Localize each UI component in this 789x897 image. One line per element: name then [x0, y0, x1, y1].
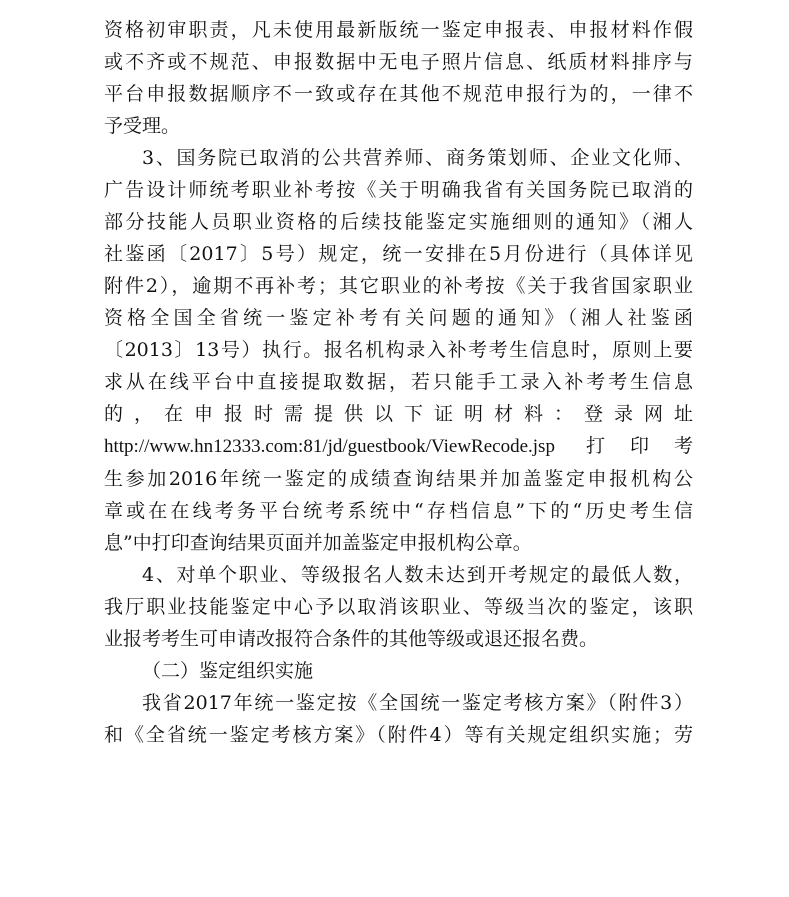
- text-line: 〔2013〕13号）执行。报名机构录入补考考生信息时，原则上要: [104, 339, 693, 361]
- text-line: 资格初审职责，凡未使用最新版统一鉴定申报表、申报材料作假: [104, 19, 693, 41]
- login-url-link[interactable]: http://www.hn12333.com:81/jd/guestbook/ViewRecode.jsp: [104, 436, 555, 457]
- text-line: 予受理。: [104, 115, 181, 137]
- text-line: 平台申报数据顺序不一致或存在其他不规范申报行为的，一律不: [104, 83, 693, 105]
- text-line: 章或在在线考务平台统考系统中“存档信息”下的“历史考生信: [104, 500, 693, 522]
- paragraph-organization: [104, 687, 693, 751]
- document-page: [104, 14, 693, 751]
- text-line: 业报考考生可申请改报符合条件的其他等级或退还报名费。: [104, 628, 599, 650]
- text-line: 求从在线平台中直接提取数据，若只能手工录入补考考生信息: [104, 371, 693, 393]
- text-line-with-url: [104, 430, 693, 463]
- text-line: 或不齐或不规范、申报数据中无电子照片信息、纸质材料排序与: [104, 51, 693, 73]
- text-line: 广告设计师统考职业补考按《关于明确我省有关国务院已取消的: [104, 179, 693, 201]
- paragraph-minimum-enrollment: [104, 559, 693, 655]
- paragraph-makeup-exam: [104, 142, 693, 559]
- text-line: 4、对单个职业、等级报名人数未达到开考规定的最低人数，: [142, 564, 693, 586]
- text-line: 部分技能人员职业资格的后续技能鉴定实施细则的通知》（湘人: [104, 211, 693, 233]
- section-heading: （二）鉴定组织实施: [142, 660, 314, 682]
- text-line: 息”中打印查询结果页面并加盖鉴定申报机构公章。: [104, 532, 532, 554]
- text-line: 3、国务院已取消的公共营养师、商务策划师、企业文化师、: [142, 147, 693, 169]
- text-line: 的，在申报时需提供以下证明材料：登录网址: [104, 403, 693, 425]
- text-line: 和《全省统一鉴定考核方案》（附件4）等有关规定组织实施；劳: [104, 724, 693, 746]
- url-suffix-text: 打印考: [554, 435, 693, 457]
- paragraph-qualification-review: [104, 14, 693, 142]
- text-line: 附件2），逾期不再补考；其它职业的补考按《关于我省国家职业: [104, 275, 693, 297]
- text-line: 社鉴函〔2017〕5号）规定，统一安排在5月份进行（具体详见: [104, 243, 693, 265]
- text-line: 生参加2016年统一鉴定的成绩查询结果并加盖鉴定申报机构公: [104, 468, 693, 490]
- text-line: 资格全国全省统一鉴定补考有关问题的通知》（湘人社鉴函: [104, 307, 693, 329]
- text-line: 我厅职业技能鉴定中心予以取消该职业、等级当次的鉴定，该职: [104, 596, 693, 618]
- text-line: 我省2017年统一鉴定按《全国统一鉴定考核方案》（附件3）: [142, 692, 693, 714]
